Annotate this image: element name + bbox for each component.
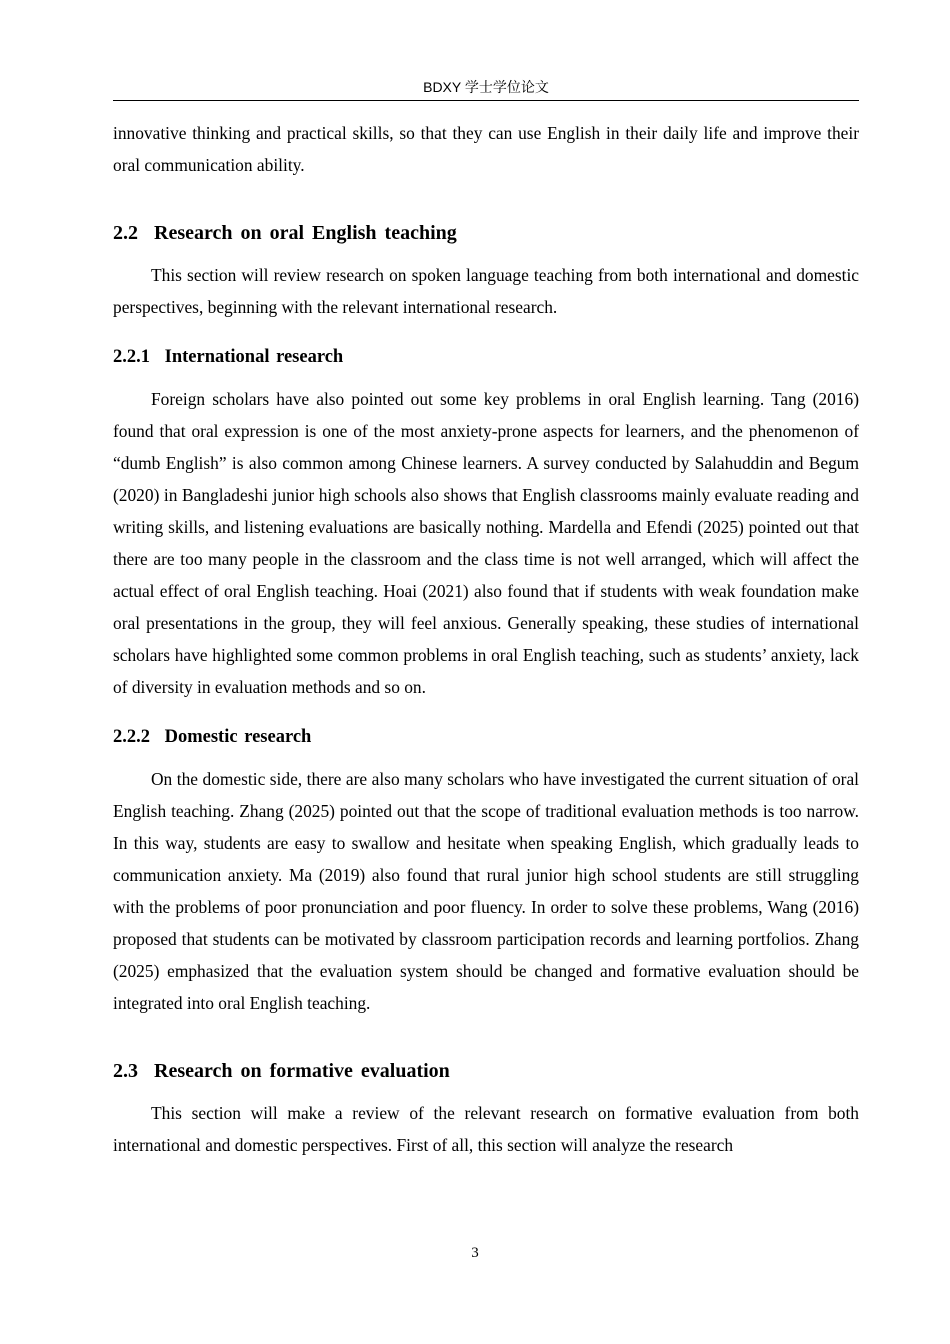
page-body <box>113 117 859 1161</box>
section-heading-2-2 <box>113 217 859 249</box>
domestic-research-paragraph: On the domestic side, there are also many scholars who have investigated the current situation of oral English teaching. Zhang (2025) pointed out that the scope of traditional evaluation methods is too narrow. In this way, students are easy to swallow and hesitate when speaking English, which gradually leads to communication anxiety. Ma (2019) also found that rural junior high school students are still struggling with the problems of poor pronunciation and poor fluency. In order to solve these problems, Wang (2016) proposed that students can be motivated by classroom participation records and learning portfolios. Zhang (2025) emphasized that the evaluation system should be changed and formative evaluation should be integrated into oral English teaching. <box>113 769 859 1013</box>
international-research-paragraph: Foreign scholars have also pointed out some key problems in oral English learning. Tang (2016) found that oral expression is one of the most anxiety-prone aspects for learners, and the phenomenon of “dumb English” is also common among Chinese learners. A survey conducted by Salahuddin and Begum (2020) in Bangladeshi junior high schools also shows that English classrooms mainly evaluate reading and writing skills, and listening evaluations are basically nothing. Mardella and Efendi (2025) pointed out that there are too many people in the classroom and the class time is not well arranged, which will affect the actual effect of oral English teaching. Hoai (2021) also found that if students with weak foundation make oral presentations in the group, they will feel anxious. Generally speaking, these studies of international scholars have highlighted some common problems in oral English teaching, such as students’ anxiety, lack of diversity in evaluation methods and so on. <box>113 389 859 697</box>
subsection-heading-2-2-2 <box>113 721 859 753</box>
subsection-title: International research <box>164 347 344 367</box>
subsection-title: Domestic research <box>164 727 312 747</box>
section-2-2-intro: This section will review research on spoken language teaching from both international and domestic perspectives, beginning with the relevant international research. <box>113 265 859 317</box>
subsection-number: 2.2.1 <box>113 347 150 367</box>
section-number: 2.2 <box>113 222 138 244</box>
section-2-3-intro: This section will make a review of the relevant research on formative evaluation from both international and domestic perspectives. First of all, this section will analyze the research <box>113 1103 859 1155</box>
subsection-heading-2-2-1 <box>113 341 859 373</box>
section-title: Research on formative evaluation <box>154 1060 450 1082</box>
section-title: Research on oral English teaching <box>154 222 457 244</box>
page-header <box>113 78 859 101</box>
page-number: 3 <box>471 1245 479 1261</box>
continuation-paragraph: innovative thinking and practical skills, so that they can use English in their daily life and improve their oral communication ability. <box>113 123 859 175</box>
section-number: 2.3 <box>113 1060 138 1082</box>
section-heading-2-3 <box>113 1055 859 1087</box>
subsection-number: 2.2.2 <box>113 727 150 747</box>
header-title: BDXY 学士学位论文 <box>423 79 549 95</box>
